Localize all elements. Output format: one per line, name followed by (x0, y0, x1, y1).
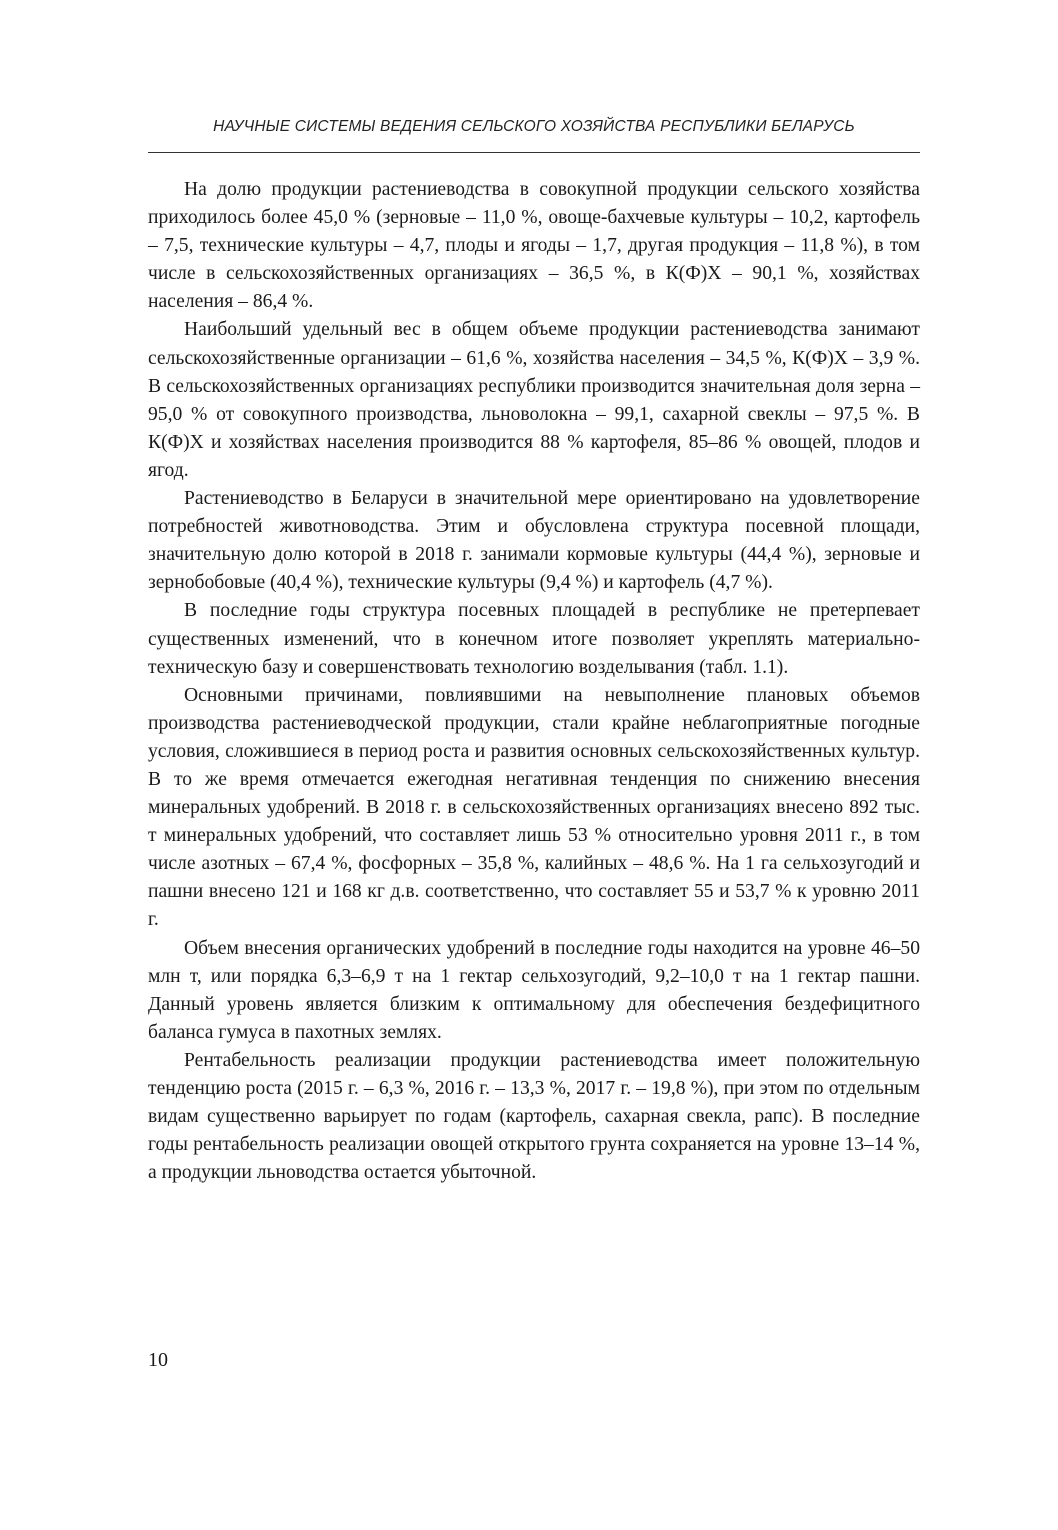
header-rule (148, 152, 920, 153)
paragraph-producer-share: Наибольший удельный вес в общем объеме продукции растениеводства занимают сельскохозяйственные организации – 61,6 %, хозяйства населения – 34,5 %, К(Ф)Х – 3,9 %. В сельскохозяйственных организациях республики производится значительная доля зерна – 95,0 % от совокупного производства, льноволокна – 99,1, сахарной свеклы – 97,5 %. В К(Ф)Х и хозяйствах населения производится 88 % картофеля, 85–86 % овощей, плодов и ягод. (148, 319, 920, 481)
page-number: 10 (148, 1349, 168, 1371)
paragraph-livestock-orientation: Растениеводство в Беларуси в значительной мере ориентировано на удовлетворение потребностей животноводства. Этим и обусловлена структура посевной площади, значительную долю которой в 2018 г. занимали кормовые культуры (44,4 %), зерновые и зернобобовые (40,4 %), технические культуры (9,4 %) и картофель (4,7 %). (148, 488, 920, 594)
body-text (148, 176, 920, 1187)
paragraph-profitability: Рентабельность реализации продукции растениеводства имеет положительную тенденцию роста (2015 г. – 6,3 %, 2016 г. – 13,3 %, 2017 г. – 19,8 %), при этом по отдельным видам существенно варьирует по годам (картофель, сахарная свекла, рапс). В последние годы рентабельность реализации овощей открытого грунта сохраняется на уровне 13–14 %, а продукции льноводства остается убыточной. (148, 1049, 920, 1184)
paragraph-sown-area-structure: В последние годы структура посевных площадей в республике не претерпевает существенных изменений, что в конечном итоге позволяет укреплять материально-техническую базу и совершенствовать технологию возделывания (табл. 1.1). (148, 600, 920, 678)
paragraph-crop-share: На долю продукции растениеводства в совокупной продукции сельского хозяйства приходилось более 45,0 % (зерновые – 11,0 %, овоще-бахчевые культуры – 10,2, картофель – 7,5, технические культуры – 4,7, плоды и ягоды – 1,7, другая продукция – 11,8 %), в том числе в сельскохозяйственных организациях – 36,5 %, в К(Ф)Х – 90,1 %, хозяйствах населения – 86,4 %. (148, 179, 920, 313)
running-head-title: НАУЧНЫЕ СИСТЕМЫ ВЕДЕНИЯ СЕЛЬСКОГО ХОЗЯЙСТВА РЕСПУБЛИКИ БЕЛАРУСЬ (213, 118, 855, 135)
paragraph-organic-fertilizers: Объем внесения органических удобрений в последние годы находится на уровне 46–50 млн т, или порядка 6,3–6,9 т на 1 гектар сельхозугодий, 9,2–10,0 т на 1 гектар пашни. Данный уровень является близким к оптимальному для обеспечения бездефицитного баланса гумуса в пахотных землях. (148, 937, 920, 1043)
paragraph-fertilizer-decline: Основными причинами, повлиявшими на невыполнение плановых объемов производства растениеводческой продукции, стали крайне неблагоприятные погодные условия, сложившиеся в период роста и развития основных сельскохозяйственных культур. В то же время отмечается ежегодная негативная тенденция по снижению внесения минеральных удобрений. В 2018 г. в сельскохозяйственных организациях внесено 892 тыс. т минеральных удобрений, что составляет лишь 53 % относительно уровня 2011 г., в том числе азотных – 67,4 %, фосфорных – 35,8 %, калийных – 48,6 %. На 1 га сельхозугодий и пашни внесено 121 и 168 кг д.в. соответственно, что составляет 55 и 53,7 % к уровню 2011 г. (148, 684, 920, 931)
